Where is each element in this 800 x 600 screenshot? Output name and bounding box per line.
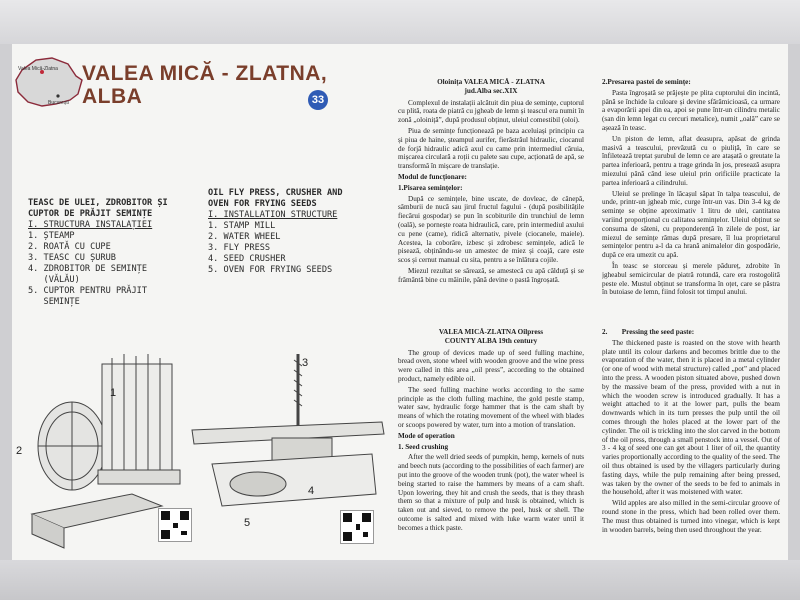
- list-item: 4. SEED CRUSHER: [208, 254, 286, 264]
- ro-paragraph: Piua de semințe funcționează pe baza aceluiași principiu ca și piua de haine, șteampul aurifer, fierăstrăul hidraulic, ciocanul de forjă hidraulic adică axul cu came prin intermediul căruia, mișcarea circulară a roții cu palete sau cupe, acționată de apă, se transformă în mișcare de translație.: [398, 126, 584, 171]
- ro-section-heading: 2.Presarea pastei de semințe:: [602, 78, 691, 86]
- list-item: 5. OVEN FOR FRYING SEEDS: [208, 265, 333, 275]
- list-item: (VĂLĂU): [28, 275, 80, 285]
- ro-paragraph: După ce semințele, bine uscate, de dovleac, de cânepă, sâmburii de nucă sau jirul fructul fagului - (după posibilitățile fiecărui gospodar) se pun în scobiturile din trunchiul de lemn (oală), se pornește roata hidraulică, care, prin intermediul axului cu pene (came), ridică alternativ, pivele (ciocanele, maiele). Acestea, la coborâre, izbesc și zdrobesc semințele, adică le pisează, obținându-se un amestec de miez și coajă, care este scos și cernut manual cu sita, pentru a se înlătura cojile.: [398, 194, 584, 265]
- en-col-title: [398, 328, 584, 346]
- qr-code-icon[interactable]: [158, 508, 192, 542]
- list-item: 4. ZDROBITOR DE SEMINȚE: [28, 264, 147, 274]
- list-item: 1. STAMP MILL: [208, 221, 276, 231]
- list-item: 1. ȘTEAMP: [28, 231, 75, 241]
- ro-text-column-2: [602, 78, 780, 328]
- ro-paragraph: Miezul rezultat se sărează, se amestecă cu apă călduță și se frământă bine cu mâinile, până devine o pastă îngroșată.: [398, 266, 584, 284]
- en-paragraph: After the well dried seeds of pumpkin, hemp, kernels of nuts and beech nuts (according to the possibilities of each farmer) are put into the groove of the wooden trunk (pot), the water wheel is being started to raise the hammers by means of a cam shaft. Upon lowering, they hit and crush the seeds, that is they thrash them so that a mixture of pulp and husk is obtained, which is taken out and sieved, to remove the peel, husk or shell. The outcome is salted and mixed with luke warm water until it becomes a thick paste.: [398, 453, 584, 532]
- list-item: 5. CUPTOR PENTRU PRĂJIT: [28, 286, 147, 296]
- board-frame-bottom: [0, 560, 800, 600]
- ro-paragraph: Complexul de instalații alcătuit din piua de semințe, cuptorul cu plită, roata de piatră cu jgheab de lemn și teascul era numit în zonă „oloiniță”, după produsul obținut, uleiul comestibil (oloi).: [398, 98, 584, 125]
- ro-paragraph: Un piston de lemn, aflat deasupra, apăsat de grinda masivă a teascului, prevăzută cu o piuliță, în care se înfiletează treptat șurubul de lemn ce are atașată o greutate la partea inferioară, pentru a trage grinda în jos, presează asupra miezului până când iese uleiul prin orificiile practicate la partea inferioară a cilindrului.: [602, 134, 780, 187]
- en-col-title-line-1: VALEA MICĂ-ZLATNA Oilpress: [438, 328, 544, 336]
- drawing-label-3: 3: [302, 357, 309, 369]
- en-text-column-2: [602, 328, 780, 552]
- ro-text-column-1: [398, 78, 584, 288]
- ro-col-title-line-1: Oloinița VALEA MICĂ - ZLATNA: [437, 78, 545, 86]
- en-structure-list: [208, 188, 388, 276]
- romania-map-icon: [12, 54, 86, 116]
- ro-paragraph: Pasta îngroșată se prăjește pe plita cuptorului din incintă, până se închide la culoare și devine sfărâmicioasă, ca urmare a evaporării apei din ea, apoi se pune într-un cilindru metalic (san din lemn legat cu cercuri metalice), numit „oală” care se așează în teasc.: [602, 88, 780, 132]
- en-subheading: I. INSTALLATION STRUCTURE: [208, 210, 338, 220]
- ro-paragraph: Uleiul se prelinge în lăcașul săpat în talpa teascului, de unde, printr-un jgheab mic, curge într-un vas. Din 3-4 kg de semințe se obține aproximativ 1 litru de ulei, cantitatea variind proporțional cu calitatea semințelor. Uleiul obținut se consuma de săteni, cu preponderență în zilele de post, iar miezul de semințe rămas după presare, îl lua proprietarul semințelor pentru a-l da ca hrană animalelor din gospodărie, după ce era umezit cu apă.: [602, 189, 780, 260]
- ro-subheading: I. STRUCTURA INSTALAȚIEI: [28, 220, 153, 230]
- list-item: 2. WATER WHEEL: [208, 232, 281, 242]
- map-capital-label: București: [48, 100, 69, 106]
- en-paragraph: Wild apples are also milled in the semi-circular groove of round stone in the press, which had been rolled over them. The must thus obtained is turned into vinegar, which is kept in wooden barrels, being then used throughout the year.: [602, 499, 780, 534]
- board-frame-top: [0, 0, 800, 44]
- drawing-label-1: 1: [110, 387, 117, 399]
- ro-mode-label: Modul de funcționare:: [398, 172, 467, 181]
- board-frame-left: [0, 44, 12, 560]
- ro-heading-1: TEASC DE ULEI, ZDROBITOR ȘI: [28, 198, 168, 208]
- ro-heading-2: CUPTOR DE PRĂJIT SEMINȚE: [28, 209, 153, 219]
- ro-step-label: 1.Pisarea semințelor:: [398, 183, 463, 192]
- en-section-heading: 2. Pressing the seed paste:: [602, 328, 695, 336]
- en-paragraph: The seed fulling machine works according to the same principle as the cloth fulling machine, the gold pestle stamp, water saw, hydraulic forge hammer that is the cam shaft by means of which the rotating movement of the wheel with blades or scoops powered by water, turn into a motion of translation.: [398, 385, 584, 429]
- drawing-label-2: 2: [16, 445, 23, 457]
- drawing-label-4: 4: [308, 485, 315, 497]
- en-heading-2: OVEN FOR FRYING SEEDS: [208, 199, 317, 209]
- en-text-column-1: [398, 328, 584, 552]
- en-paragraph: The thickened paste is roasted on the stove with hearth plate until its colour darkens and becomes brittle due to the evaporation of the water, then it is placed in a metal cylinder (or one of wood with metal structure) called „pot” and placed into the press. A wooden piston situated above, pushed down by the massive beam of the press, provided with a nut in which the wooden screw is introduced gradually. It has a weight attached to it at the lower part, pulls the beam downwards which in its turn presses the pulp until the oil comes through the holes placed at the lower part of the cylinder. The oil is trickling into the slot carved in the bottom of the oil press, through a small penstock into a vessel. Out of 3 - 4 kg of seed one can get about 1 liter of oil, the quantity varies proportionally according to the quality of the seed. The oil thus obtained is used by the villagers particularly during fasting days, while the pulp remaining after being pressed, was taken by the owner of the seeds to be fed to animals in the household, after it was moistened with water.: [602, 338, 780, 497]
- ro-structure-list: [28, 198, 218, 308]
- title-line-1: VALEA MICĂ - ZLATNA,: [82, 62, 328, 85]
- number-badge: 33: [308, 90, 328, 110]
- list-item: 2. ROATĂ CU CUPE: [28, 242, 111, 252]
- en-mode-label: Mode of operation: [398, 431, 455, 440]
- en-step-label: 1. Seed crushing: [398, 442, 449, 451]
- qr-code-icon[interactable]: [340, 510, 374, 544]
- ro-col-title-line-2: jud.Alba sec.XIX: [464, 86, 518, 95]
- list-item: 3. TEASC CU ȘURUB: [28, 253, 116, 263]
- map-region-label: Valea Mică-Zlatna: [18, 66, 58, 72]
- ro-paragraph: În teasc se storceau și merele pădureț, zdrobite în jgheabul semicircular de piatră rotundă, care era rostogolită peste ele. Mustul obținut se transforma în oțet, care se păstra în butoiase de lemn, fiind folosit tot timpul anului.: [602, 261, 780, 297]
- list-item: SEMINȚE: [28, 297, 80, 307]
- ro-col-title: [398, 78, 584, 96]
- info-panel: [12, 44, 788, 560]
- en-col-title-line-2: COUNTY ALBA 19th century: [444, 336, 538, 345]
- list-item: 3. FLY PRESS: [208, 243, 271, 253]
- en-paragraph: The group of devices made up of seed fulling machine, bread oven, stone wheel with wooden groove and the wine press were called in this area „oil press”, according to the obtained product, namely edible oil.: [398, 348, 584, 383]
- drawing-label-5: 5: [244, 517, 251, 529]
- board-frame-right: [788, 44, 800, 560]
- en-heading-1: OIL FLY PRESS, CRUSHER AND: [208, 188, 343, 198]
- title-line-2: ALBA: [82, 85, 143, 108]
